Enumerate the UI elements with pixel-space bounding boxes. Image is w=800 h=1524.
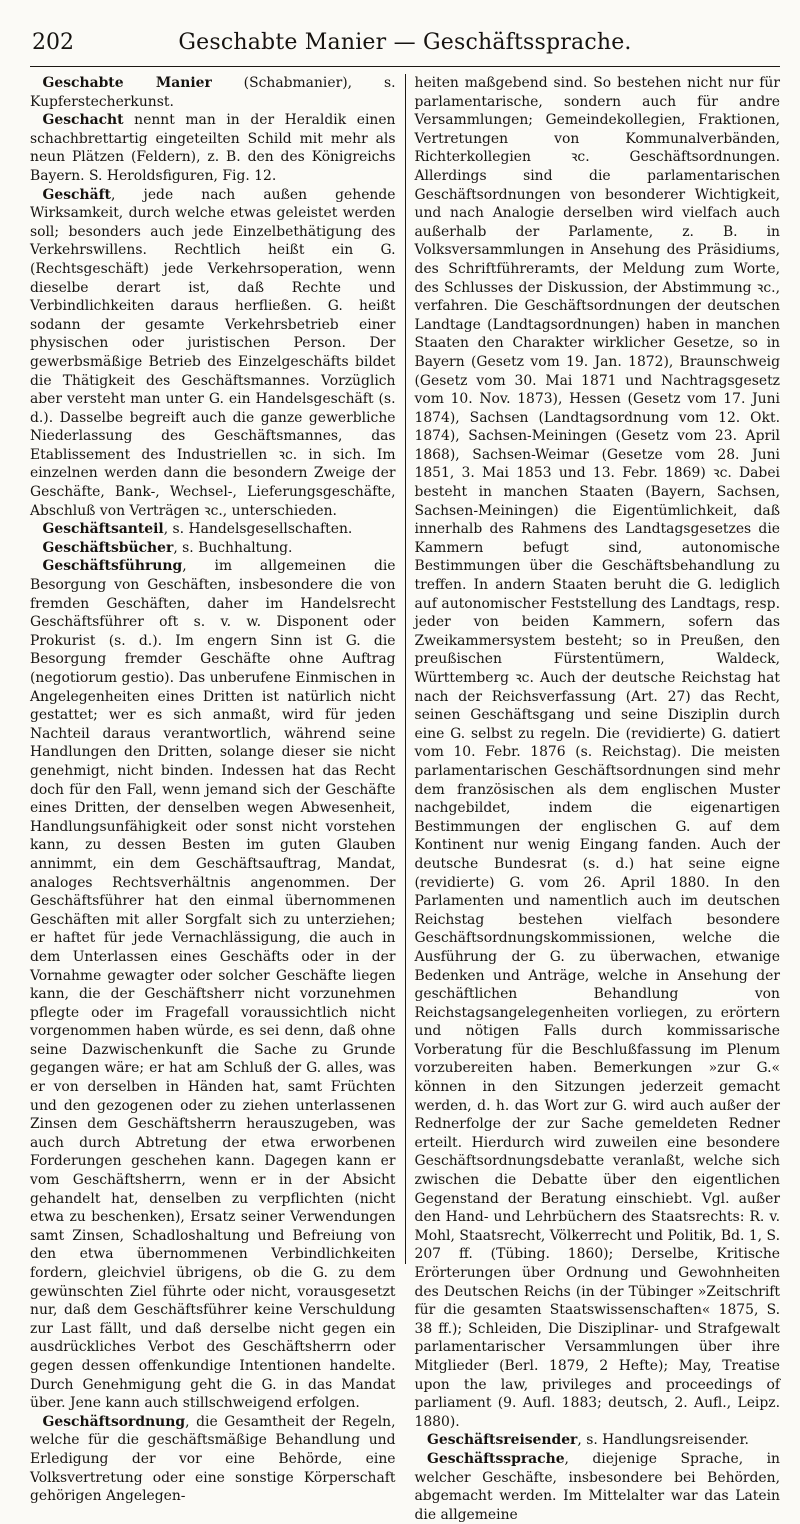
entry-lemma: Geschäftsordnung <box>42 1413 186 1430</box>
entry-text: , s. Buchhaltung. <box>173 539 293 556</box>
entry-text: , s. Handlungsreisender. <box>577 1432 749 1449</box>
entry-lemma: Geschäftsanteil <box>42 521 164 538</box>
column-divider <box>405 74 406 1264</box>
entry-text: , im allgemeinen die Besorgung von Geschäften, insbesondere die von fremden Geschäften, daher im Handelsrecht Geschäftsführer oft s. v. w. Disponent oder Prokurist (s. d.). Im engern Sinn ist G. die Besorgung fremder Geschäfte ohne Auftrag (negotiorum gestio). Das unberufene Einmischen in Angelegenheiten eines Dritten ist natürlich nicht gestattet; wer es sich anmaßt, wird für jeden Nachteil daraus verantwortlich, während seine Handlungen den Dritten, solange dieser sie nicht genehmigt, nicht binden. Indessen hat das Recht doch für den Fall, wenn jemand sich der Geschäfte eines Dritten, der denselben wegen Abwesenheit, Handlungsunfähigkeit oder sonst nicht vorstehen kann, zu dessen Besten im guten Glauben annimmt, ein dem Geschäftsauftrag, Mandat, analoges Rechtsverhältnis angenommen. Der Geschäftsführer hat den einmal übernommenen Geschäften mit aller Sorgfalt sich zu unterziehen; er haftet für jede Vernachlässigung, die auch in dem Unterlassen eines Geschäfts oder in der Vornahme gewagter oder solcher Geschäfte liegen kann, die der Geschäftsherr nicht vorzunehmen pflegte oder im Fragefall voraussichtlich nicht vorgenommen haben würde, es sei denn, daß ohne seine Dazwischenkunft die Sache zu Grunde gegangen wäre; er hat am Schluß der G. alles, was er von derselben in Händen hat, samt Früchten und den gezogenen oder zu ziehen unterlassenen Zinsen dem Geschäftsherrn herauszugeben, was auch durch Abtretung der etwa erworbenen Forderungen geschehen kann. Dagegen kann er vom Geschäftsherrn, wenn er in der Absicht gehandelt hat, denselben zu verpflichten (nicht etwa zu beschenken), Ersatz seiner Verwendungen samt Zinsen, Schadloshaltung und Befreiung von den etwa übernommenen Verbindlichkeiten fordern, gleichviel übrigens, ob die G. zu dem gewünschten Ziel führte oder nicht, vorausgesetzt nur, daß dem Geschäftsführer keine Verschuldung zur Last fällt, und daß derselbe nicht gegen ein ausdrückliches Verbot des Geschäftsherrn oder gegen dessen offenkundige Intentionen handelte. Durch Genehmigung geht die G. in das Mandat über. Jene kann auch stillschweigend erfolgen. <box>30 558 396 1412</box>
entry-text: , diejenige Sprache, in welcher Geschäfte, insbesondere bei Behörden, abgemacht werden. Im Mittelalter war das Latein die allgemeine <box>414 1450 780 1523</box>
entry-lemma: Geschäftsreisender <box>427 1432 578 1449</box>
entry-geschaeftsfuehrung <box>30 557 396 1412</box>
running-head: Geschabte Manier — Geschäftssprache. <box>178 30 632 55</box>
entry-geschacht <box>30 111 396 185</box>
entry-text: , jede nach außen gehende Wirksamkeit, durch welche etwas geleistet werden soll; besonders auch jede Einzelbethätigung des Verkehrswillens. Rechtlich heißt ein G. (Rechtsgeschäft) jede Verkehrsoperation, wenn dieselbe derart ist, daß Rechte und Verbindlichkeiten daraus herfließen. G. heißt sodann der gesamte Verkehrsbetrieb einer physischen oder juristischen Person. Der gewerbsmäßige Betrieb des Einzelgeschäfts bildet die Thätigkeit des Geschäftsmannes. Vorzüglich aber versteht man unter G. ein Handelsgeschäft (s. d.). Dasselbe begreift auch die ganze gewerbliche Niederlassung des Geschäftsmannes, das Etablissement des Industriellen ꝛc. in sich. Im einzelnen werden dann die besondern Zweige der Geschäfte, Bank-, Wechsel-, Lieferungsgeschäfte, Abschluß von Verträgen ꝛc., unterschieden. <box>30 186 396 519</box>
entry-geschaeftsordnung-continued: heiten maßgebend sind. So bestehen nicht nur für parlamentarische, sondern auch für andre Versammlungen; Gemeindekollegien, Fraktionen, Vertretungen von Kommunalverbänden, Richterkollegien ꝛc. Geschäftsordnungen. Allerdings sind die parlamentarischen Geschäftsordnungen von besonderer Wichtigkeit, und nach Analogie derselben wird vielfach auch außerhalb der Parlamente, z. B. in Volksversammlungen in Ansehung des Präsidiums, des Schriftführeramts, der Meldung zum Worte, des Schlusses der Diskussion, der Abstimmung ꝛc., verfahren. Die Geschäftsordnungen der deutschen Landtage (Landtagsordnungen) haben in manchen Staaten den Charakter wirklicher Gesetze, so in Bayern (Gesetz vom 19. Jan. 1872), Braunschweig (Gesetz vom 30. Mai 1871 und Nachtragsgesetz vom 10. Nov. 1873), Hessen (Gesetz vom 17. Juni 1874), Sachsen (Landtagsordnung vom 12. Okt. 1874), Sachsen-Meiningen (Gesetz vom 23. April 1868), Sachsen-Weimar (Gesetze vom 28. Juni 1851, 3. Mai 1853 und 13. Febr. 1869) ꝛc. Dabei besteht in manchen Staaten (Bayern, Sachsen, Sachsen-Meiningen) die Eigentümlichkeit, daß innerhalb des Rahmens des Landtagsgesetzes die Kammern befugt sind, autonomische Bestimmungen über die Geschäftsbehandlung zu treffen. In andern Staaten beruht die G. lediglich auf autonomischer Feststellung des Landtags, resp. jeder von beiden Kammern, sofern das Zweikammersystem besteht; so in Preußen, den preußischen Fürstentümern, Waldeck, Württemberg ꝛc. Auch der deutsche Reichstag hat nach der Reichsverfassung (Art. 27) das Recht, seinen Geschäftsgang und seine Disziplin durch eine G. selbst zu regeln. Die (revidierte) G. datiert vom 10. Febr. 1876 (s. Reichstag). Die meisten parlamentarischen Geschäftsordnungen sind mehr dem französischen als dem englischen Muster nachgebildet, indem die eigenartigen Bestimmungen der englischen G. auf dem Kontinent nur wenig Eingang fanden. Auch der deutsche Bundesrat (s. d.) hat seine eigne (revidierte) G. vom 26. April 1880. In den Parlamenten und namentlich auch im deutschen Reichstag bestehen vielfach besondere Geschäftsordnungskommissionen, welche die Ausführung der G. zu überwachen, etwanige Bedenken und Anträge, welche in Ansehung der geschäftlichen Behandlung von Reichstagsangelegenheiten vorliegen, zu erörtern und nötigen Falls durch kommissarische Vorberatung für die Beschlußfassung im Plenum vorzubereiten haben. Bemerkungen »zur G.« können in den Sitzungen jederzeit gemacht werden, d. h. das Wort zur G. wird auch außer der Rednerfolge der zur Sache gemeldeten Redner erteilt. Hierdurch wird zuweilen eine besondere Geschäftsordnungsdebatte veranlaßt, welche sich zwischen die Debatte über den eigentlichen Gegenstand der Beratung einschiebt. Vgl. außer den Hand- und Lehrbüchern des Staatsrechts: R. v. Mohl, Staatsrecht, Völkerrecht und Politik, Bd. 1, S. 207 ff. (Tübing. 1860); Derselbe, Kritische Erörterungen über Ordnung und Gewohnheiten des Deutschen Reichs (in der Tübinger »Zeitschrift für die gesamten Staatswissenschaften« 1875, S. 38 ff.); Schleiden, Die Disziplinar- und Strafgewalt parlamentarischer Versammlungen über ihre Mitglieder (Berl. 1879, 2 Hefte); May, Treatise upon the law, privileges and proceedings of parliament (9. Aufl. 1883; deutsch, 2. Aufl., Leipz. 1880). <box>414 75 780 1430</box>
right-column <box>414 74 781 1523</box>
left-column <box>30 74 396 1505</box>
text-columns <box>30 74 780 1523</box>
page-number: 202 <box>32 30 74 55</box>
page-header <box>30 22 780 67</box>
entry-geschaeftssprache <box>415 1450 781 1524</box>
entry-geschaeftsanteil <box>30 520 396 539</box>
entry-lemma: Geschäftssprache <box>427 1450 565 1467</box>
entry-geschaeft <box>30 186 396 521</box>
entry-text: , s. Handelsgesellschaften. <box>163 521 353 538</box>
entry-lemma: Geschäft <box>42 186 111 203</box>
entry-geschaeftsreisender <box>415 1431 781 1450</box>
entry-text: (Schabmanier), s. Kupferstecherkunst. <box>30 75 396 110</box>
entry-text: , die Gesamtheit der Regeln, welche für die geschäftsmäßige Behandlung und Erledigung der vor eine Behörde, eine Volksvertretung oder eine sonstige Körperschaft gehörigen Angelegen- <box>30 1413 396 1505</box>
entry-geschabte-manier <box>30 74 396 111</box>
entry-lemma: Geschabte Manier <box>42 75 212 91</box>
entry-lemma: Geschacht <box>42 112 124 129</box>
entry-lemma: Geschäftsführung <box>42 558 183 575</box>
entry-geschaeftsordnung <box>30 1413 396 1506</box>
entry-geschaeftsbuecher <box>30 539 396 558</box>
entry-text: nennt man in der Heraldik einen schachbrettartig eingeteilten Schild mit mehr als neun Plätzen (Feldern), z. B. den des Königreichs Bayern. S. Heroldsfiguren, Fig. 12. <box>30 112 396 184</box>
entry-lemma: Geschäftsbücher <box>42 539 174 556</box>
